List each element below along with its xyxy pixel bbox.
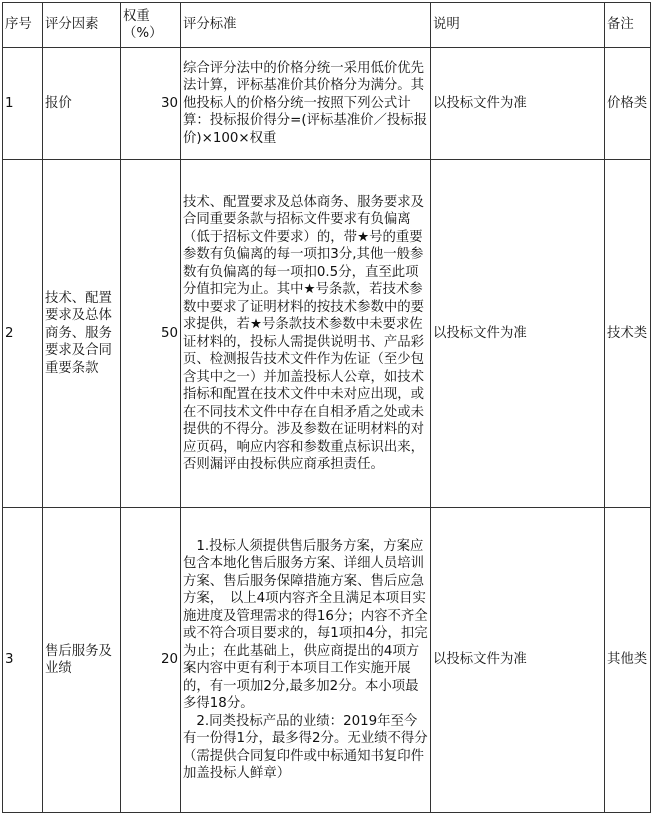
scoring-table: [2, 2, 651, 813]
header-standard: 评分标准: [181, 3, 431, 48]
standard-paragraph-3: （需提供合同复印件或中标通知书复印件加盖投标人鲜章）: [183, 748, 425, 781]
cell-remark: 价格类: [605, 48, 651, 160]
standard-paragraph-1: 1.投标人须提供售后服务方案，方案应包含本地化售后服务方案、详细人员培训方案、售后服务保障措施方案、售后应急方案， 以上4项内容齐全且满足本项目实施进度及管理需求的得16分；内容不齐全或不符合项目要求的，每1项扣4分，扣完为止；在此基础上，供应商提出的4项方案内容中更有利于本项目工作实施开展的，有一项加2分,最多加2分。本小项最多得18分。: [183, 538, 428, 711]
header-remark: 备注: [605, 3, 651, 48]
header-row: [3, 3, 651, 48]
cell-explain: 以投标文件为准: [431, 508, 605, 813]
header-factor: 评分因素: [43, 3, 121, 48]
header-explain: 说明: [431, 3, 605, 48]
cell-standard: 技术、配置要求及总体商务、服务要求及合同重要条款与招标文件要求有负偏离（低于招标文件要求）的，带★号的重要参数有负偏离的每一项扣3分,其他一般参数有负偏离的每一项扣0.5分，直至此项分值扣完为止。其中★号条款，若技术参数中要求了证明材料的按技术参数中的要求提供，若★号条款技术参数中未要求佐证材料的，投标人需提供说明书、产品彩页、检测报告技术文件作为佐证（至少包含其中之一）并加盖投标人公章，如技术指标和配置在技术文件中未对应出现，或在不同技术文件中存在自相矛盾之处或未提供的不得分。涉及参数在证明材料的对应页码，响应内容和参数重点标识出来，否则漏评由投标供应商承担责任。: [181, 160, 431, 508]
header-no: 序号: [3, 3, 43, 48]
cell-no: 3: [3, 508, 43, 813]
cell-weight: 20: [121, 508, 181, 813]
header-weight-line1: 权重: [123, 8, 150, 24]
table-row-technical: [3, 160, 651, 508]
cell-remark: 技术类: [605, 160, 651, 508]
table-row-service: [3, 508, 651, 813]
cell-weight: 50: [121, 160, 181, 508]
cell-standard: 综合评分法中的价格分统一采用低价优先法计算，评标基准价其价格分为满分。其他投标人的价格分统一按照下列公式计算：投标报价得分=(评标基准价／投标报价)×100×权重: [181, 48, 431, 160]
cell-factor: 售后服务及业绩: [43, 508, 121, 813]
header-weight-line2: （%）: [123, 26, 163, 41]
standard-paragraph-2: 2.同类投标产品的业绩：2019年至今有一份得1分，最多得2分。无业绩不得分: [183, 713, 428, 746]
cell-weight: 30: [121, 48, 181, 160]
table-row-price: [3, 48, 651, 160]
cell-factor: 报价: [43, 48, 121, 160]
scoring-table-container: [2, 2, 651, 813]
cell-no: 1: [3, 48, 43, 160]
cell-explain: 以投标文件为准: [431, 160, 605, 508]
cell-explain: 以投标文件为准: [431, 48, 605, 160]
header-weight: [121, 3, 181, 48]
cell-no: 2: [3, 160, 43, 508]
cell-standard: [181, 508, 431, 813]
cell-remark: 其他类: [605, 508, 651, 813]
cell-factor: 技术、配置要求及总体商务、服务要求及合同重要条款: [43, 160, 121, 508]
